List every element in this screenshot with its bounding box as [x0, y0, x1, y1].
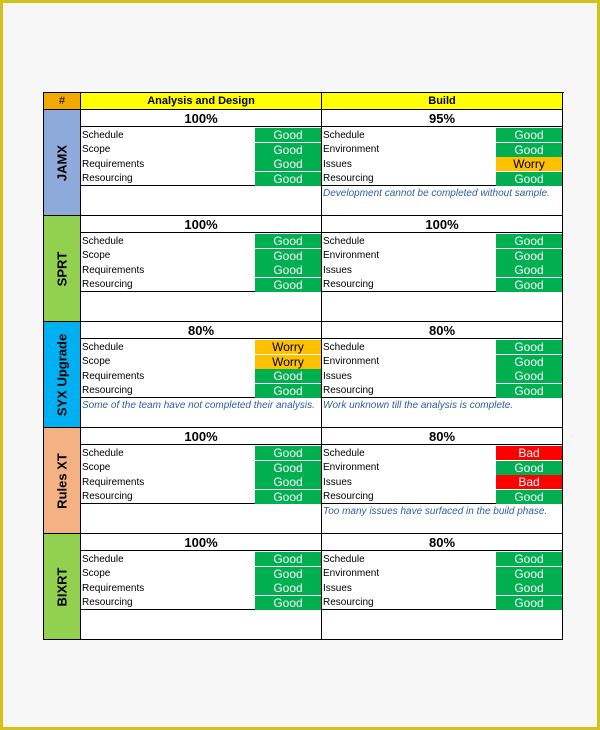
build-percent: 100% [322, 216, 562, 233]
status-badge: Good [496, 369, 562, 383]
status-row-label: Schedule [323, 129, 365, 141]
project-label-cell [44, 428, 81, 534]
analysis-note: Some of the team have not completed their analysis. [81, 398, 321, 427]
status-row-label: Issues [323, 476, 352, 488]
status-row [81, 143, 321, 158]
status-badge: Good [496, 143, 562, 157]
status-row [322, 490, 562, 505]
status-row-label: Requirements [82, 158, 145, 170]
project-row [44, 428, 564, 534]
status-row [81, 355, 321, 370]
status-row [322, 157, 562, 172]
analysis-cell [81, 428, 322, 534]
analysis-cell [81, 110, 322, 216]
status-badge: Worry [496, 157, 562, 171]
build-cell [322, 216, 563, 322]
build-percent: 80% [322, 428, 562, 445]
analysis-note [81, 610, 321, 639]
status-badge: Good [496, 263, 562, 277]
analysis-percent: 100% [81, 534, 321, 551]
status-row [81, 340, 321, 355]
status-row [322, 234, 562, 249]
status-row [81, 567, 321, 582]
status-badge: Good [496, 384, 562, 398]
project-row [44, 110, 564, 216]
build-note: Too many issues have surfaced in the build phase. [322, 504, 562, 533]
status-row [322, 581, 562, 596]
header-number: # [44, 93, 81, 110]
status-row-label: Resourcing [82, 597, 133, 609]
status-badge: Good [255, 234, 321, 248]
project-label-cell [44, 110, 81, 216]
status-badge: Good [496, 581, 562, 595]
status-badge: Good [255, 446, 321, 460]
analysis-percent: 80% [81, 322, 321, 339]
status-row [81, 278, 321, 293]
status-badge: Good [255, 552, 321, 566]
project-label-cell [44, 534, 81, 640]
status-badge: Good [496, 552, 562, 566]
build-cell [322, 428, 563, 534]
project-name: JAMX [54, 144, 70, 181]
status-row [81, 172, 321, 187]
status-badge: Good [255, 567, 321, 581]
status-row-label: Schedule [323, 447, 365, 459]
status-badge: Good [255, 461, 321, 475]
analysis-cell [81, 216, 322, 322]
status-row-label: Schedule [323, 553, 365, 565]
build-status-list [322, 551, 562, 610]
status-row-label: Environment [323, 144, 380, 156]
status-row [81, 234, 321, 249]
status-badge: Good [496, 490, 562, 504]
status-row-label: Issues [323, 370, 352, 382]
status-row [322, 552, 562, 567]
status-badge: Good [255, 596, 321, 610]
status-row [322, 475, 562, 490]
status-row-label: Environment [323, 462, 380, 474]
build-cell [322, 110, 563, 216]
status-row [322, 384, 562, 399]
status-badge: Good [255, 157, 321, 171]
status-badge: Good [496, 128, 562, 142]
projects-body [44, 110, 564, 640]
status-row-label: Resourcing [323, 279, 374, 291]
project-label-cell [44, 216, 81, 322]
status-badge: Bad [496, 446, 562, 460]
status-row-label: Scope [82, 356, 111, 368]
status-badge: Good [496, 567, 562, 581]
project-name: SPRT [54, 251, 70, 286]
status-row-label: Requirements [82, 582, 145, 594]
analysis-status-list [81, 445, 321, 504]
build-cell [322, 534, 563, 640]
status-row [322, 143, 562, 158]
status-row [81, 249, 321, 264]
status-table [43, 92, 564, 640]
build-note: Work unknown till the analysis is complete. [322, 398, 562, 427]
status-row [81, 596, 321, 611]
status-row-label: Requirements [82, 264, 145, 276]
build-status-list [322, 127, 562, 186]
status-row-label: Resourcing [82, 279, 133, 291]
build-percent: 95% [322, 110, 562, 127]
status-badge: Good [255, 475, 321, 489]
status-row-label: Schedule [82, 235, 124, 247]
status-row-label: Schedule [323, 235, 365, 247]
status-row-label: Scope [82, 250, 111, 262]
status-row-label: Scope [82, 144, 111, 156]
status-row-label: Resourcing [323, 491, 374, 503]
status-row-label: Schedule [82, 129, 124, 141]
status-badge: Good [496, 596, 562, 610]
project-name: Rules XT [54, 452, 70, 509]
status-row [322, 461, 562, 476]
status-row [81, 581, 321, 596]
analysis-percent: 100% [81, 110, 321, 127]
status-row [322, 355, 562, 370]
status-row [322, 596, 562, 611]
status-badge: Good [496, 249, 562, 263]
analysis-note [81, 292, 321, 321]
status-row-label: Resourcing [82, 385, 133, 397]
status-row [81, 490, 321, 505]
status-row [322, 172, 562, 187]
status-row-label: Requirements [82, 476, 145, 488]
status-badge: Good [496, 172, 562, 186]
status-badge: Good [255, 490, 321, 504]
project-row [44, 534, 564, 640]
build-note [322, 610, 562, 639]
status-row-label: Resourcing [323, 385, 374, 397]
status-row [322, 128, 562, 143]
status-badge: Good [255, 278, 321, 292]
analysis-cell [81, 534, 322, 640]
status-row [322, 446, 562, 461]
status-badge: Worry [255, 340, 321, 354]
status-row-label: Environment [323, 250, 380, 262]
project-row [44, 216, 564, 322]
build-status-list [322, 445, 562, 504]
header-row [44, 93, 564, 110]
status-row-label: Issues [323, 158, 352, 170]
status-badge: Good [255, 172, 321, 186]
status-badge: Good [496, 340, 562, 354]
analysis-status-list [81, 127, 321, 186]
status-row-label: Schedule [82, 553, 124, 565]
status-row-label: Issues [323, 582, 352, 594]
status-row [322, 278, 562, 293]
status-badge: Good [255, 143, 321, 157]
status-row-label: Resourcing [82, 173, 133, 185]
project-label-cell [44, 322, 81, 428]
project-name: SYX Upgrade [54, 333, 70, 416]
status-badge: Good [496, 355, 562, 369]
status-row [322, 567, 562, 582]
status-row [81, 128, 321, 143]
status-badge: Good [255, 249, 321, 263]
status-badge: Good [496, 278, 562, 292]
project-row [44, 322, 564, 428]
build-percent: 80% [322, 322, 562, 339]
status-row-label: Issues [323, 264, 352, 276]
status-row-label: Resourcing [82, 491, 133, 503]
analysis-note [81, 504, 321, 533]
status-row [322, 249, 562, 264]
status-badge: Good [255, 581, 321, 595]
analysis-status-list [81, 339, 321, 398]
header-analysis: Analysis and Design [81, 93, 322, 110]
status-row-label: Requirements [82, 370, 145, 382]
status-row-label: Scope [82, 462, 111, 474]
analysis-percent: 100% [81, 428, 321, 445]
status-row [81, 475, 321, 490]
status-badge: Good [255, 128, 321, 142]
analysis-status-list [81, 233, 321, 292]
status-row-label: Scope [82, 568, 111, 580]
status-row-label: Resourcing [323, 173, 374, 185]
status-row [81, 157, 321, 172]
status-badge: Good [496, 461, 562, 475]
build-cell [322, 322, 563, 428]
analysis-percent: 100% [81, 216, 321, 233]
status-badge: Good [255, 263, 321, 277]
status-row-label: Schedule [323, 341, 365, 353]
status-badge: Good [496, 234, 562, 248]
status-row [81, 369, 321, 384]
status-row [81, 461, 321, 476]
status-row-label: Resourcing [323, 597, 374, 609]
status-row [81, 384, 321, 399]
build-status-list [322, 233, 562, 292]
status-row-label: Environment [323, 356, 380, 368]
status-badge: Bad [496, 475, 562, 489]
status-row [81, 552, 321, 567]
status-row-label: Schedule [82, 341, 124, 353]
status-badge: Good [255, 369, 321, 383]
project-name: BIXRT [54, 567, 70, 606]
status-row [322, 340, 562, 355]
document-page [3, 3, 597, 727]
build-percent: 80% [322, 534, 562, 551]
build-note: Development cannot be completed without sample. [322, 186, 562, 215]
status-row [322, 369, 562, 384]
build-note [322, 292, 562, 321]
status-row [81, 446, 321, 461]
header-build: Build [322, 93, 563, 110]
status-row [322, 263, 562, 278]
status-row-label: Environment [323, 568, 380, 580]
analysis-status-list [81, 551, 321, 610]
status-badge: Worry [255, 355, 321, 369]
status-row [81, 263, 321, 278]
status-badge: Good [255, 384, 321, 398]
analysis-cell [81, 322, 322, 428]
status-row-label: Schedule [82, 447, 124, 459]
analysis-note [81, 186, 321, 215]
build-status-list [322, 339, 562, 398]
